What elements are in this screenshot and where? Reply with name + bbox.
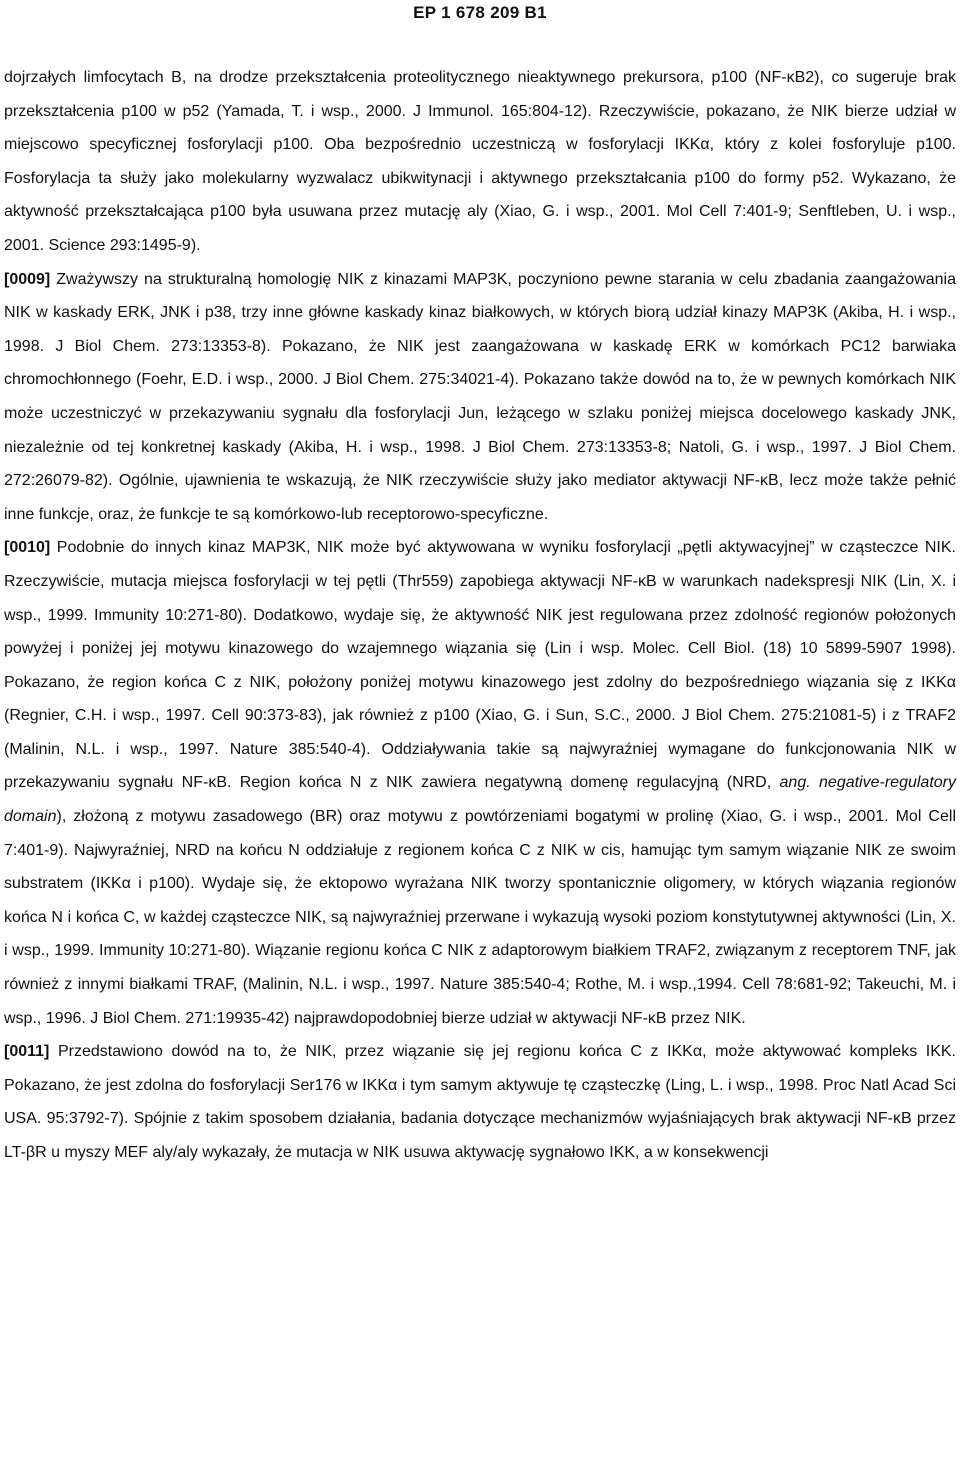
paragraph-italic-term: ang. negative-regulatory domain — [4, 774, 956, 826]
patent-number-header: EP 1 678 209 B1 — [413, 3, 547, 22]
paragraph-number: [0009] — [4, 270, 51, 288]
paragraph-continuation — [4, 61, 956, 263]
paragraph-number: [0011] — [4, 1043, 50, 1061]
paragraph-0011 — [4, 1035, 956, 1169]
document-body — [4, 61, 956, 1170]
paragraph-text: Przedstawiono dowód na to, że NIK, przez wiązanie się jej regionu końca C z IKKα, może aktywować kompleks IKK. Pokazano, że jest zdolna do fosforylacji Ser176 w IKKα i tym samym aktywuje tę cząsteczkę (Ling, L. i wsp., 1998. Proc Natl Acad Sci USA. 95:3792-7). Spójnie z takim sposobem działania, badania dotyczące mechanizmów wyjaśniających brak aktywacji NF-κB przez LT-βR u myszy MEF aly/aly wykazały, że mutacja w NIK usuwa aktywację sygnałowo IKK, a w konsekwencji — [4, 1043, 956, 1161]
paragraph-0009 — [4, 263, 956, 532]
paragraph-0010 — [4, 531, 956, 1035]
paragraph-text: dojrzałych limfocytach B, na drodze przekształcenia proteolitycznego nieaktywnego prekursora, p100 (NF-κB2), co sugeruje brak przekształcenia p100 w p52 (Yamada, T. i wsp., 2000. J Immunol. 165:804-12). Rzeczywiście, pokazano, że NIK bierze udział w miejscowo specyficznej fosforylacji p100. Oba bezpośrednio uczestniczą w fosforylacji IKKα, który z kolei fosforyluje p100. Fosforylacja ta służy jako molekularny wyzwalacz ubikwitynacji i aktywnego przekształcania p100 do formy p52. Wykazano, że aktywność przekształcająca p100 była usuwana przez mutację aly (Xiao, G. i wsp., 2001. Mol Cell 7:401-9; Senftleben, U. i wsp., 2001. Science 293:1495-9). — [4, 69, 956, 254]
paragraph-number: [0010] — [4, 539, 51, 557]
paragraph-text: Podobnie do innych kinaz MAP3K, NIK może być aktywowana w wyniku fosforylacji „pętli aktywacyjnej” w cząsteczce NIK. Rzeczywiście, mutacja miejsca fosforylacji w tej pętli (Thr559) zapobiega aktywacji NF-κB w warunkach nadekspresji NIK (Lin, X. i wsp., 1999. Immunity 10:271-80). Dodatkowo, wydaje się, że aktywność NIK jest regulowana przez zdolność regionów położonych powyżej i poniżej jej motywu kinazowego do wzajemnego wiązania się (Lin i wsp. Molec. Cell Biol. (18) 10 5899-5907 1998). Pokazano, że region końca C z NIK, położony poniżej motywu kinazowego jest zdolny do bezpośredniego wiązania się z IKKα (Regnier, C.H. i wsp., 1997. Cell 90:373-83), jak również z p100 (Xiao, G. i Sun, S.C., 2000. J Biol Chem. 275:21081-5) i z TRAF2 (Malinin, N.L. i wsp., 1997. Nature 385:540-4). Oddziaływania takie są najwyraźniej wymagane do funkcjonowania NIK w przekazywaniu sygnału NF-κB. Region końca N z NIK zawiera negatywną domenę regulacyjną (NRD, — [4, 539, 956, 792]
paragraph-text-continued: ), złożoną z motywu zasadowego (BR) oraz motywu z powtórzeniami bogatymi w prolinę (Xiao, G. i wsp., 2001. Mol Cell 7:401-9). Najwyraźniej, NRD na końcu N oddziałuje z regionem końca C z NIK w cis, hamując tym samym wiązanie NIK ze swoim substratem (IKKα i p100). Wydaje się, że ektopowo wyrażana NIK tworzy spontanicznie oligomery, w których wiązania regionów końca N i końca C, w każdej cząsteczce NIK, są najwyraźniej przerwane i wykazują wysoki poziom konstytutywnej aktywności (Lin, X. i wsp., 1999. Immunity 10:271-80). Wiązanie regionu końca C NIK z adaptorowym białkiem TRAF2, związanym z receptorem TNF, jak również z innymi białkami TRAF, (Malinin, N.L. i wsp., 1997. Nature 385:540-4; Rothe, M. i wsp.,1994. Cell 78:681-92; Takeuchi, M. i wsp., 1996. J Biol Chem. 271:19935-42) najprawdopodobniej bierze udział w aktywacji NF-κB przez NIK. — [4, 808, 956, 1027]
paragraph-text: Zważywszy na strukturalną homologię NIK z kinazami MAP3K, poczyniono pewne starania w celu zbadania zaangażowania NIK w kaskady ERK, JNK i p38, trzy inne główne kaskady kinaz białkowych, w których biorą udział kinazy MAP3K (Akiba, H. i wsp., 1998. J Biol Chem. 273:13353-8). Pokazano, że NIK jest zaangażowana w kaskadę ERK w komórkach PC12 barwiaka chromochłonnego (Foehr, E.D. i wsp., 2000. J Biol Chem. 275:34021-4). Pokazano także dowód na to, że w pewnych komórkach NIK może uczestniczyć w przekazywaniu sygnału dla fosforylacji Jun, leżącego w szlaku poniżej miejsca docelowego kaskady JNK, niezależnie od tej konkretnej kaskady (Akiba, H. i wsp., 1998. J Biol Chem. 273:13353-8; Natoli, G. i wsp., 1997. J Biol Chem. 272:26079-82). Ogólnie, ujawnienia te wskazują, że NIK rzeczywiście służy jako mediator aktywacji NF-κB, lecz może także pełnić inne funkcje, oraz, że funkcje te są komórkowo-lub receptorowo-specyficzne. — [4, 270, 956, 523]
